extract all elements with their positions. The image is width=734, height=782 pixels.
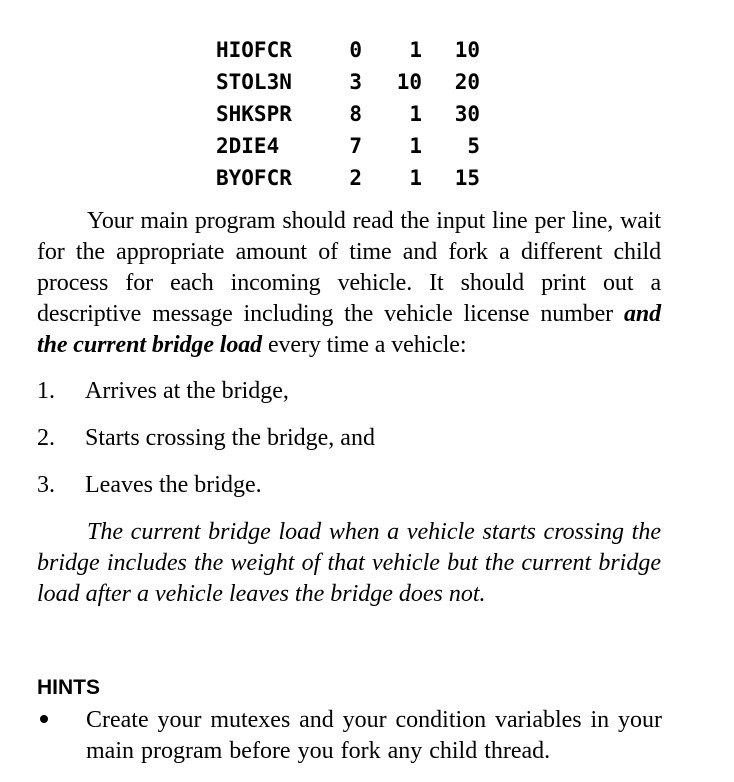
crossing-time: 5 bbox=[467, 134, 480, 158]
arrival-delay: 3 bbox=[349, 70, 362, 94]
crossing-time: 20 bbox=[454, 70, 480, 94]
table-row bbox=[216, 130, 496, 162]
crossing-time: 15 bbox=[454, 166, 480, 190]
list-text: Starts crossing the bridge, and bbox=[85, 425, 375, 451]
intro-text-end: every time a vehicle: bbox=[262, 332, 467, 358]
hints-heading: HINTS bbox=[37, 676, 100, 699]
intro-emphasis: and the current bridge load bbox=[37, 301, 661, 358]
vehicle-weight: 1 bbox=[409, 134, 422, 158]
license-plate: STOL3N bbox=[216, 70, 292, 94]
table-row bbox=[216, 162, 496, 194]
vehicle-weight: 10 bbox=[396, 70, 422, 94]
list-text: Leaves the bridge. bbox=[85, 472, 262, 498]
arrival-delay: 7 bbox=[349, 134, 362, 158]
list-text: Arrives at the bridge, bbox=[85, 378, 289, 404]
list-number: 3. bbox=[37, 472, 55, 498]
license-plate: SHKSPR bbox=[216, 102, 292, 126]
hint-item: Create your mutexes and your condition variables in your main program before you fork any child thread. bbox=[86, 707, 662, 764]
vehicle-weight: 1 bbox=[409, 166, 422, 190]
bridge-load-note: The current bridge load when a vehicle starts crossing the bridge includes the weight of that vehicle but the current bridge load after a vehicle leaves the bridge does not. bbox=[37, 519, 661, 607]
bullet-icon bbox=[40, 715, 48, 723]
arrival-delay: 8 bbox=[349, 102, 362, 126]
list-number: 1. bbox=[37, 378, 55, 404]
list-number: 2. bbox=[37, 425, 55, 451]
crossing-time: 10 bbox=[454, 38, 480, 62]
table-row bbox=[216, 66, 496, 98]
crossing-time: 30 bbox=[454, 102, 480, 126]
intro-text-start: Your main program should read the input line per line, wait for the appropriate amount of time and fork a different child process for each incoming vehicle. It should print out a descriptive message including the vehicle license number bbox=[37, 208, 661, 327]
table-row bbox=[216, 34, 496, 66]
license-plate: 2DIE4 bbox=[216, 134, 280, 158]
vehicle-weight: 1 bbox=[409, 102, 422, 126]
license-plate: BYOFCR bbox=[216, 166, 292, 190]
arrival-delay: 2 bbox=[349, 166, 362, 190]
table-row bbox=[216, 98, 496, 130]
intro-paragraph bbox=[37, 206, 661, 361]
license-plate: HIOFCR bbox=[216, 38, 292, 62]
vehicle-input-table bbox=[216, 34, 496, 194]
arrival-delay: 0 bbox=[349, 38, 362, 62]
vehicle-weight: 1 bbox=[409, 38, 422, 62]
